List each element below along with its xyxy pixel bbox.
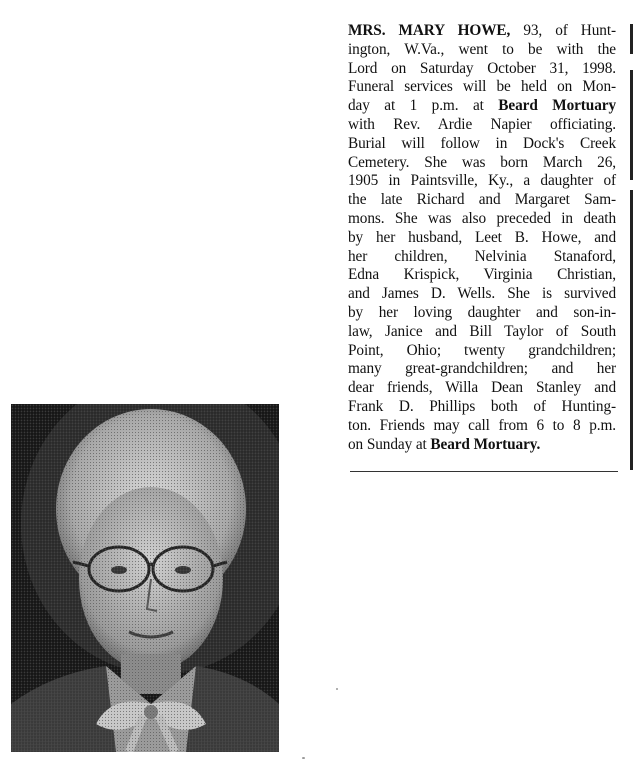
obituary-line bbox=[348, 154, 616, 173]
obituary-line bbox=[348, 304, 616, 323]
obituary-text-run: Funeral services will be held on Mon- bbox=[348, 78, 616, 96]
obituary-text-run: Lord on Saturday October 31, 1998. bbox=[348, 59, 616, 77]
obituary-text-run: by her loving daughter and son-in- bbox=[348, 303, 616, 321]
obituary-text-run: her children, Nelvinia Stanaford, bbox=[348, 247, 616, 265]
scan-speck bbox=[336, 688, 338, 690]
obituary-line bbox=[348, 379, 616, 398]
obituary-text-run: 1905 in Paintsville, Ky., a daughter of bbox=[348, 172, 616, 190]
right-edge-mark-low bbox=[630, 190, 633, 470]
obituary-line bbox=[348, 342, 616, 361]
obituary-line bbox=[348, 97, 616, 116]
obituary-text-run: law, Janice and Bill Taylor of South bbox=[348, 322, 616, 340]
obituary-line bbox=[348, 210, 616, 229]
right-edge-mark-top bbox=[630, 24, 633, 54]
obituary-text-run: with Rev. Ardie Napier officiating. bbox=[348, 115, 616, 133]
portrait-photo bbox=[11, 404, 279, 752]
obituary-bold-text: Beard Mortuary bbox=[498, 97, 616, 115]
obituary-text-run: by her husband, Leet B. Howe, and bbox=[348, 228, 616, 246]
obituary-text-run: 93, of Hunt- bbox=[510, 22, 616, 39]
obituary-line bbox=[348, 360, 616, 379]
obituary-line bbox=[348, 323, 616, 342]
obituary-line bbox=[348, 285, 616, 304]
obituary-line bbox=[348, 248, 616, 267]
obituary-line bbox=[348, 398, 616, 417]
obituary-text-run: Cemetery. She was born March 26, bbox=[348, 153, 616, 171]
column-rule bbox=[350, 471, 618, 472]
obituary-text-run: day at 1 p.m. at bbox=[348, 97, 499, 115]
obituary-line bbox=[348, 60, 616, 79]
obituary-bold-text: Beard Mortuary. bbox=[430, 435, 541, 453]
obituary-line bbox=[348, 22, 616, 41]
obituary-bold-text: MRS. MARY HOWE, bbox=[348, 22, 511, 39]
obituary-text-run: ington, W.Va., went to be with the bbox=[348, 40, 616, 58]
obituary-text-run: Frank D. Phillips both of Hunting- bbox=[348, 397, 616, 415]
obituary-line bbox=[348, 116, 616, 135]
obituary-text-run: Point, Ohio; twenty grandchildren; bbox=[348, 341, 616, 359]
obituary-line bbox=[348, 436, 616, 455]
obituary-text-run: mons. She was also preceded in death bbox=[348, 209, 616, 227]
obituary-text-run: and James D. Wells. She is survived bbox=[348, 285, 616, 303]
obituary-text-run: many great-grandchildren; and her bbox=[348, 360, 616, 378]
obituary-text-run: the late Richard and Margaret Sam- bbox=[348, 191, 616, 209]
obituary-line bbox=[348, 78, 616, 97]
obituary-text bbox=[348, 22, 616, 454]
right-edge-mark-mid bbox=[630, 70, 633, 180]
obituary-line bbox=[348, 191, 616, 210]
obituary-line bbox=[348, 41, 616, 60]
obituary-line bbox=[348, 172, 616, 191]
obituary-text-run: on Sunday at bbox=[348, 435, 431, 453]
obituary-text-run: Burial will follow in Dock's Creek bbox=[348, 134, 616, 152]
obituary-line bbox=[348, 417, 616, 436]
portrait-image bbox=[11, 404, 279, 752]
obituary-line bbox=[348, 229, 616, 248]
obituary-text-run: dear friends, Willa Dean Stanley and bbox=[348, 379, 616, 397]
obituary-line bbox=[348, 266, 616, 285]
obituary-line bbox=[348, 135, 616, 154]
obituary-text-run: ton. Friends may call from 6 to 8 p.m. bbox=[348, 416, 616, 434]
scan-speck bbox=[302, 757, 305, 759]
obituary-text-run: Edna Krispick, Virginia Christian, bbox=[348, 266, 616, 284]
